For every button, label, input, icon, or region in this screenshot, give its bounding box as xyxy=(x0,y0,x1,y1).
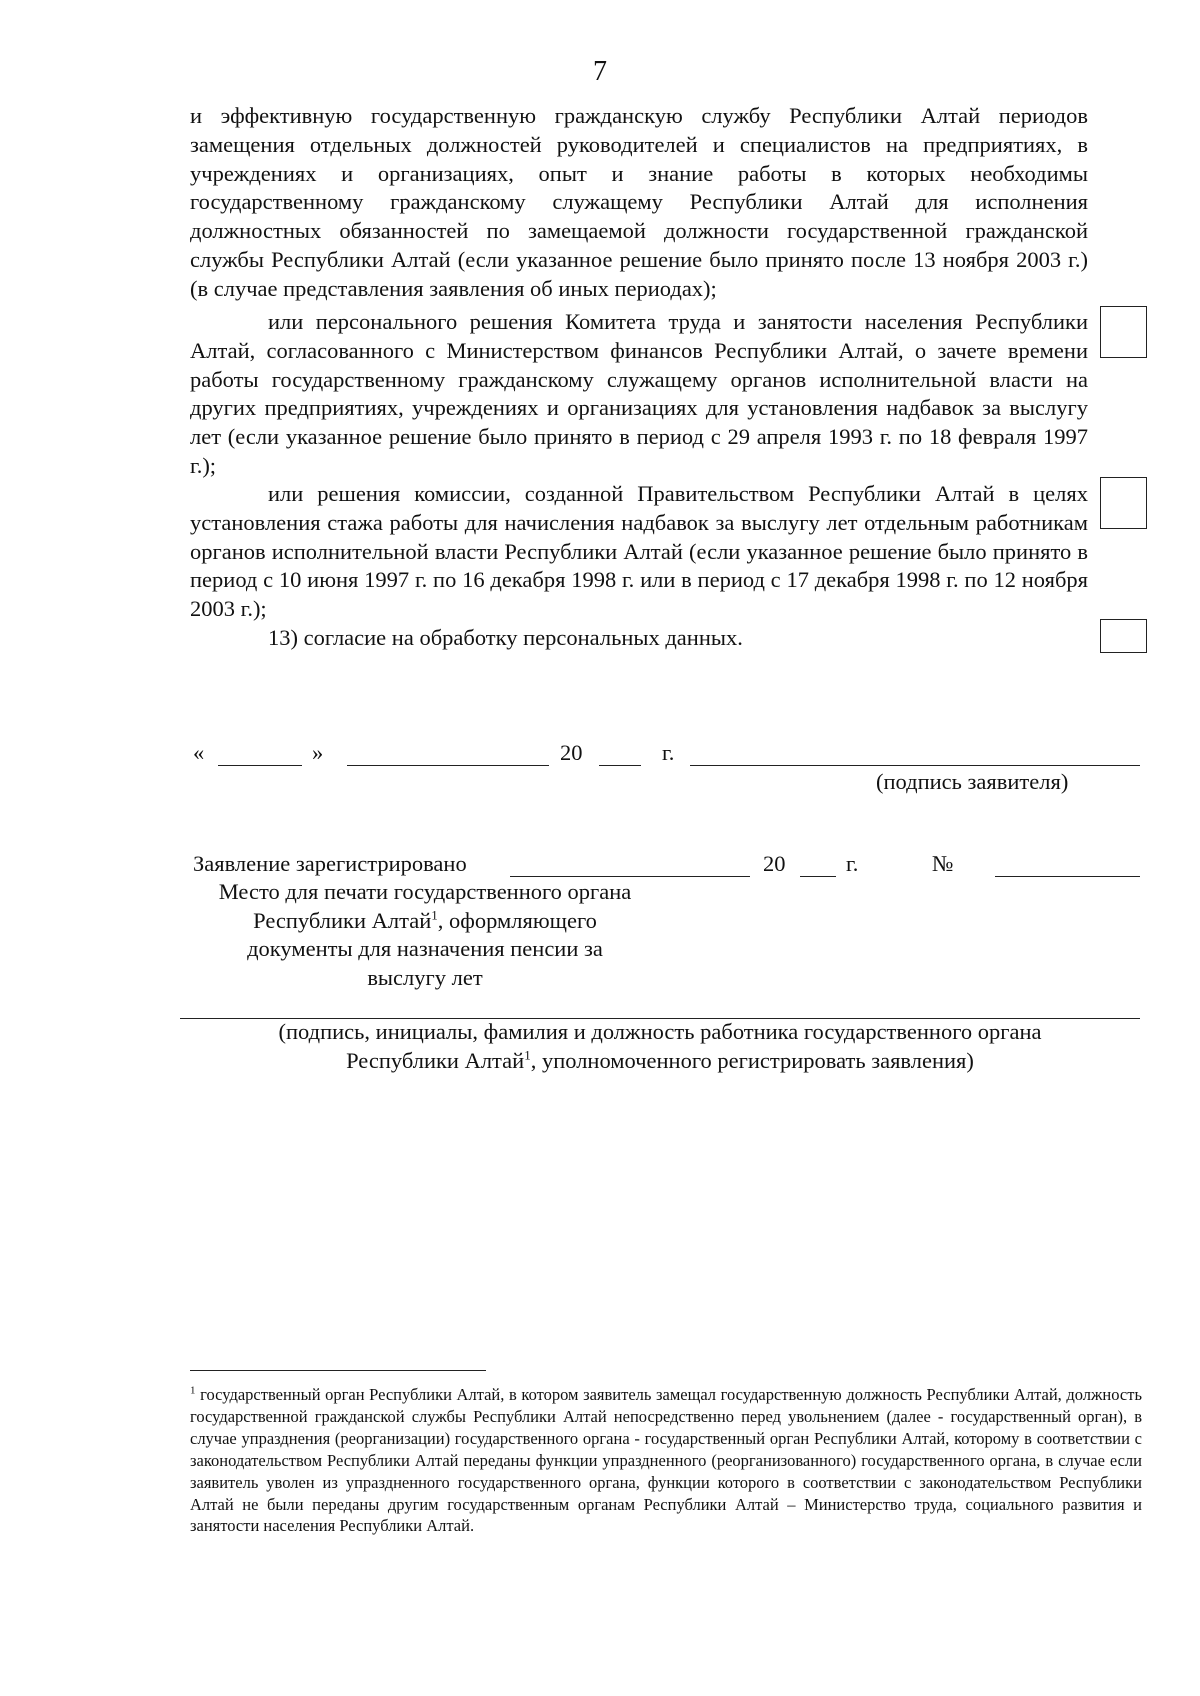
day-field[interactable] xyxy=(218,765,302,766)
stamp-placeholder xyxy=(180,878,670,992)
paragraph-personal-data-consent: 13) согласие на обработку персональных данных. xyxy=(268,625,743,650)
registration-year-suffix: г. xyxy=(846,851,859,876)
registration-date-field[interactable] xyxy=(510,876,750,877)
applicant-signature-field[interactable] xyxy=(690,765,1140,766)
year-field[interactable] xyxy=(599,765,641,766)
registration-label: Заявление зарегистрировано xyxy=(193,851,467,876)
checkbox-committee-decision[interactable] xyxy=(1100,306,1147,358)
page-number: 7 xyxy=(593,56,607,87)
footnote-text: государственный орган Республики Алтай, в котором заявитель замещал государственную должность Республики Алтай, должность государственной гражданской службы Республики Алтай непосредственно перед увольнением (далее - государственный орган), в случае упразднения (реорганизации) государственного органа - государственный орган Республики Алтай, которому в соответствии с законодательством Республики Алтай переданы функции упраздненного (реорганизованного) государственного органа, в случае если заявитель уволен из упраздненного государственного органа, функции которого в соответствии с законодательством Республики Алтай не были переданы другим государственным органам Республики Алтай – Министерство труда, социального развития и занятости населения Республики Алтай. xyxy=(190,1385,1142,1536)
date-open-quote: « xyxy=(193,740,205,765)
registration-year-field[interactable] xyxy=(800,876,836,877)
registration-year-prefix: 20 xyxy=(763,851,786,876)
footnote xyxy=(190,1384,1142,1537)
month-field[interactable] xyxy=(347,765,549,766)
paragraph-committee-decision: или персонального решения Комитета труда и занятости населения Республики Алтай, согласованного с Министерством финансов Республики Алтай, о зачете времени работы государственному гражданскому служащему органов исполнительной власти на других предприятиях, учреждениях и организациях для установления надбавок за выслугу лет (если указанное решение было принято в период с 29 апреля 1993 г. по 18 февраля 1997 г.); xyxy=(190,309,1088,478)
official-caption-line-1: (подпись, инициалы, фамилия и должность работника государственного органа xyxy=(278,1019,1042,1044)
checkbox-personal-data-consent[interactable] xyxy=(1100,619,1147,653)
stamp-line-1: Место для печати государственного органа xyxy=(218,879,632,904)
paragraph-commission-decision: или решения комиссии, созданной Правительством Республики Алтай в целях установления стажа работы для начисления надбавок за выслугу лет отдельным работникам органов исполнительной власти Республики Алтай (если указанное решение было принято в период с 10 июня 1997 г. по 16 декабря 1998 г. или в период с 17 декабря 1998 г. по 12 ноября 2003 г.); xyxy=(190,481,1088,622)
footnote-marker: 1 xyxy=(190,1384,196,1397)
year-prefix: 20 xyxy=(560,740,583,765)
registration-number-sign: № xyxy=(932,851,954,876)
year-suffix: г. xyxy=(662,740,675,765)
official-caption-line-2: Республики Алтай$^1$, уполномоченного регистрировать заявления) xyxy=(346,1047,974,1073)
applicant-signature-caption: (подпись заявителя) xyxy=(876,769,1069,794)
stamp-line-2: Республики Алтай$^1$, оформляющего xyxy=(253,907,597,933)
footnote-separator xyxy=(190,1370,486,1371)
paragraph-periods: и эффективную государственную гражданскую службу Республики Алтай периодов замещения отдельных должностей руководителей и специалистов на предприятиях, в учреждениях и организациях, опыт и знание работы в которых необходимы государственному гражданскому служащему Республики Алтай для исполнения должностных обязанностей по замещаемой должности государственной гражданской службы Республики Алтай (если указанное решение было принято после 13 ноября 2003 г.) (в случае представления заявления об иных периодах); xyxy=(190,103,1088,301)
date-close-quote: » xyxy=(312,740,324,765)
checkbox-commission-decision[interactable] xyxy=(1100,477,1147,529)
official-signature-caption xyxy=(180,1018,1140,1075)
stamp-line-3: документы для назначения пенсии за xyxy=(247,936,603,961)
stamp-line-4: выслугу лет xyxy=(367,964,483,990)
registration-number-field[interactable] xyxy=(995,876,1140,877)
